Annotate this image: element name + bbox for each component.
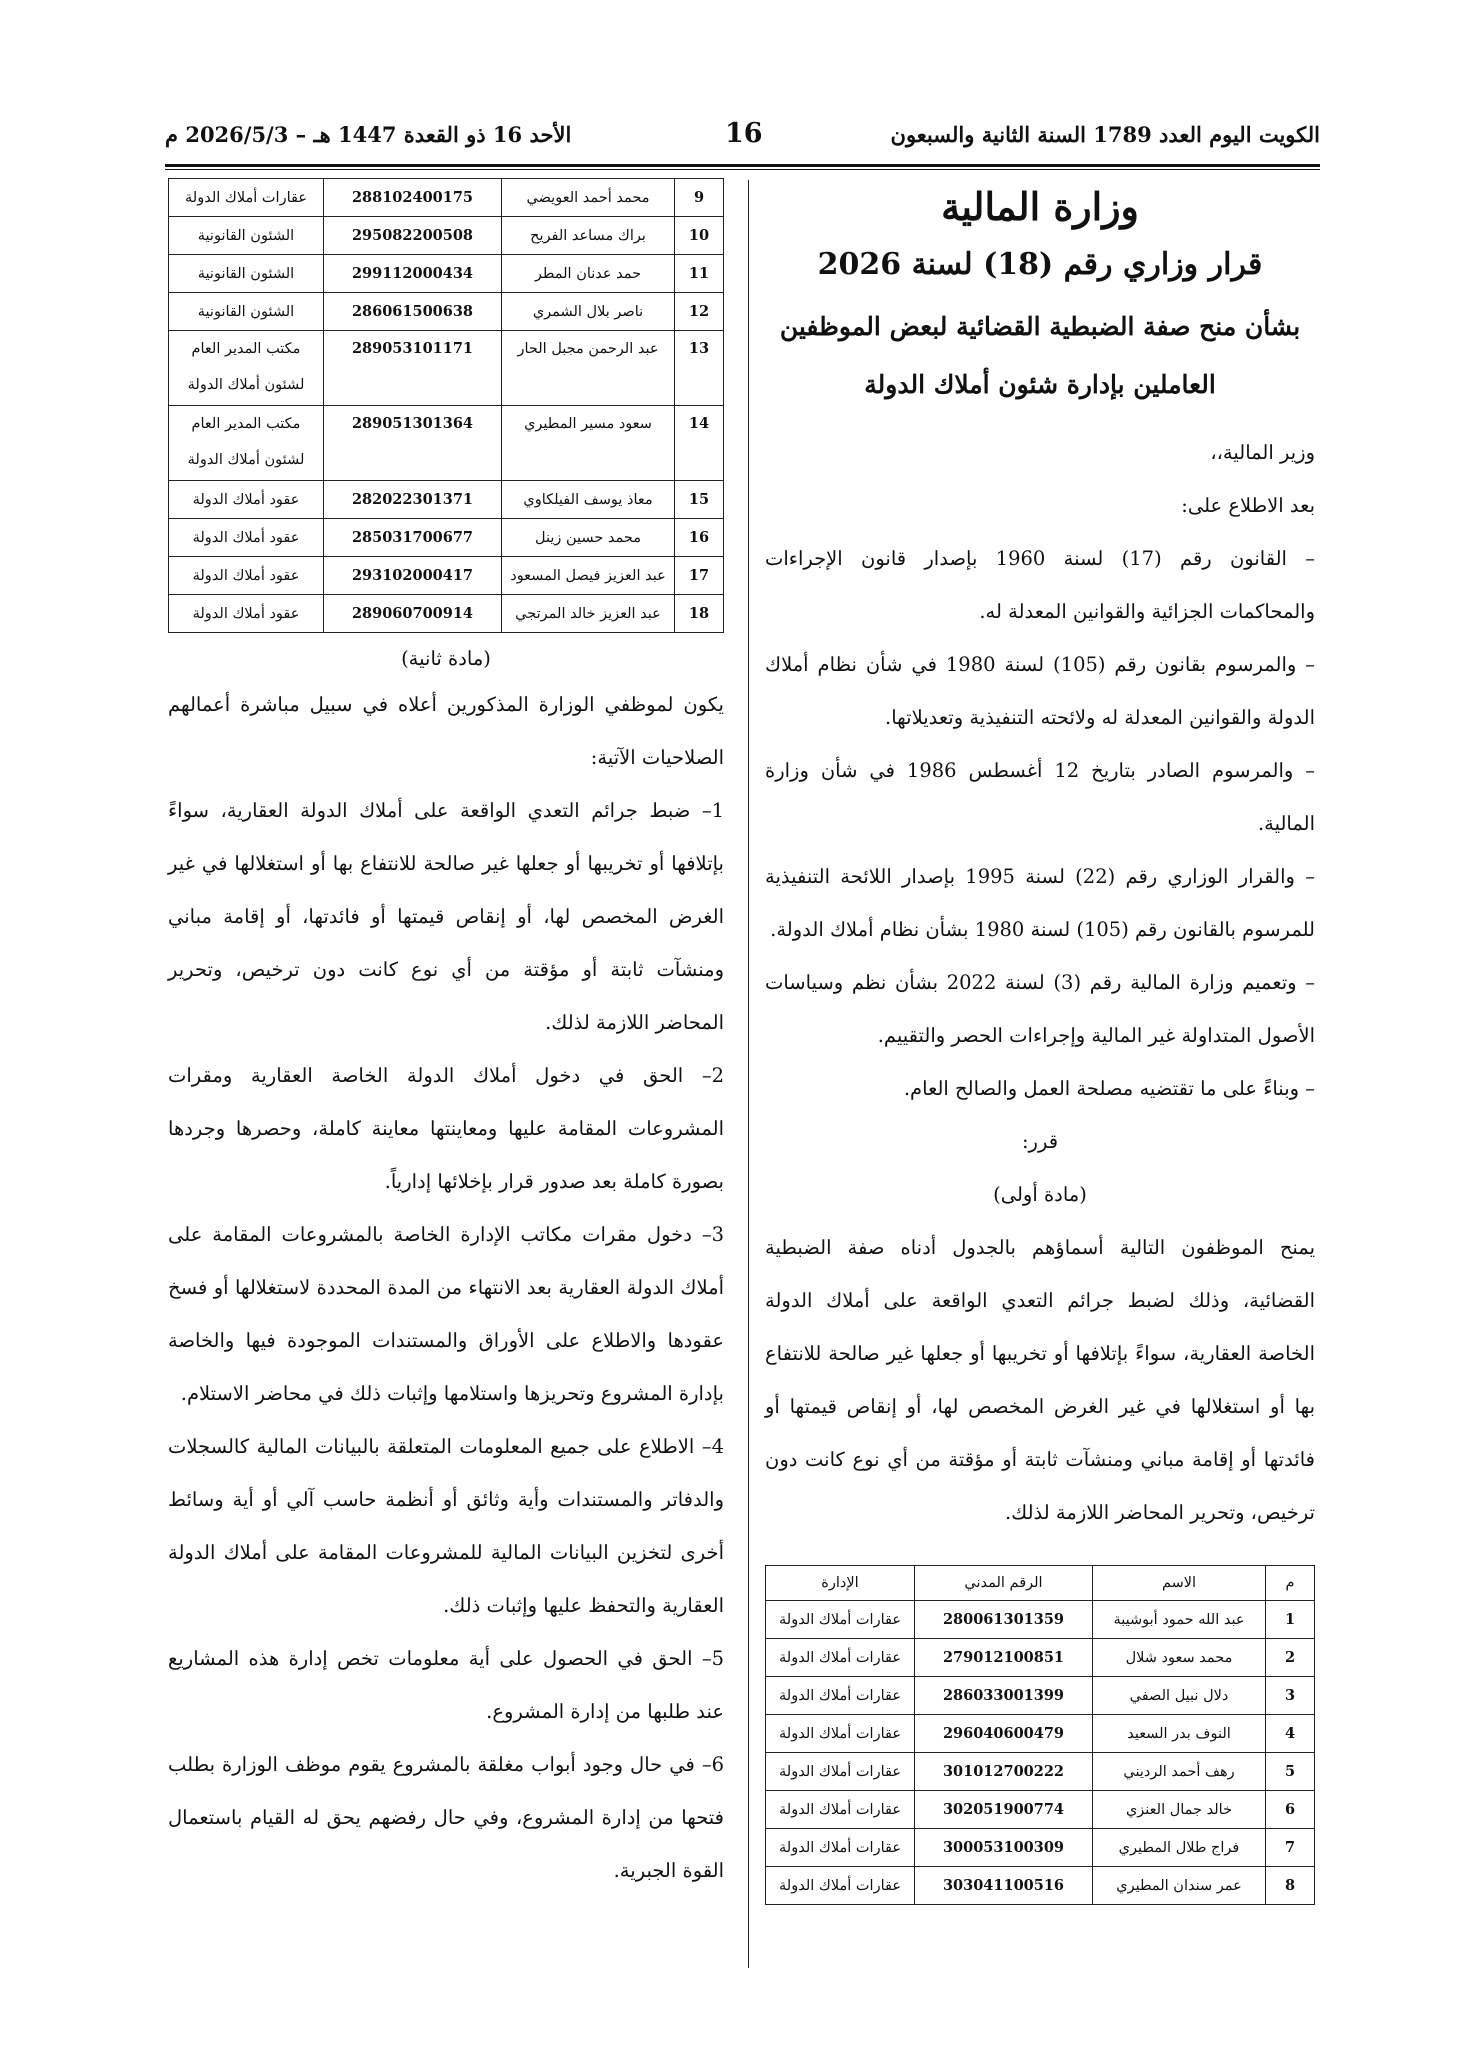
article-2-item: 1– ضبط جرائم التعدي الواقعة على أملاك الدولة العقارية، سواءً بإتلافها أو تخريبها أو جعلها غير صالحة للانتفاع بها أو استغلالها في غير الغرض المخصص لها، أو إنقاص قيمتها أو فائدتها، أو إقامة مباني ومنشآت ثابتة أو مؤقتة من أي نوع كانت دون ترخيص، وتحرير المحاضر اللازمة لذلك. (168, 799, 724, 1034)
preamble-item: – وتعميم وزارة المالية رقم (3) لسنة 2022 بشأن نظم وسياسات الأصول المتداولة غير المالية وإجراءات الحصر والتقييم. (765, 971, 1315, 1047)
civil-id: 302051900774 (915, 1791, 1093, 1829)
department: عقود أملاك الدولة (169, 519, 324, 557)
employee-name: عمر سندان المطيري (1093, 1867, 1266, 1905)
civil-id: 282022301371 (324, 481, 502, 519)
article-1-label: (مادة أولى) (993, 1183, 1087, 1206)
issue-date: الأحد 16 ذو القعدة 1447 هـ – 2026/5/3 م (165, 122, 572, 147)
civil-id: 300053100309 (915, 1829, 1093, 1867)
row-number: 18 (675, 595, 724, 633)
employee-name: عبد الرحمن مجبل الحار (502, 331, 675, 406)
employee-name: عبد الله حمود أبوشيبة (1093, 1601, 1266, 1639)
table-row (169, 557, 724, 595)
row-number: 7 (1266, 1829, 1315, 1867)
decree-subtitle-line-2: العاملين بإدارة شئون أملاك الدولة (864, 370, 1216, 399)
employee-name: معاذ يوسف الفيلكاوي (502, 481, 675, 519)
preamble-item: – والقرار الوزاري رقم (22) لسنة 1995 بإصدار اللائحة التنفيذية للمرسوم بالقانون رقم (105) لسنة 1980 بشأن نظام أملاك الدولة. (765, 865, 1315, 941)
employee-name: محمد حسين زينل (502, 519, 675, 557)
department: عقارات أملاك الدولة (766, 1715, 915, 1753)
header-number: م (1266, 1566, 1315, 1601)
row-number: 2 (1266, 1639, 1315, 1677)
row-number: 10 (675, 217, 724, 255)
header-rule (165, 164, 1320, 167)
row-number: 4 (1266, 1715, 1315, 1753)
department: الشئون القانونية (169, 255, 324, 293)
civil-id: 295082200508 (324, 217, 502, 255)
department: عقارات أملاك الدولة (766, 1867, 915, 1905)
department: عقارات أملاك الدولة (766, 1601, 915, 1639)
preamble-item: – وبناءً على ما تقتضيه مصلحة العمل والصالح العام. (903, 1077, 1315, 1100)
row-number: 13 (675, 331, 724, 406)
row-number: 1 (1266, 1601, 1315, 1639)
header-rule-thin (165, 169, 1320, 170)
table-row (169, 519, 724, 557)
civil-id: 286061500638 (324, 293, 502, 331)
civil-id: 289060700914 (324, 595, 502, 633)
civil-id: 286033001399 (915, 1677, 1093, 1715)
employee-name: خالد جمال العنزي (1093, 1791, 1266, 1829)
table-row (766, 1791, 1315, 1829)
department: الشئون القانونية (169, 217, 324, 255)
header-department: الإدارة (766, 1566, 915, 1601)
column-divider (748, 180, 749, 1968)
table-row (169, 595, 724, 633)
table-row (169, 331, 724, 406)
row-number: 17 (675, 557, 724, 595)
employee-name: محمد سعود شلال (1093, 1639, 1266, 1677)
employee-name: ناصر بلال الشمري (502, 293, 675, 331)
gazette-issue: الكويت اليوم العدد 1789 السنة الثانية والسبعون (890, 122, 1320, 147)
page-number: 16 (725, 118, 763, 149)
employee-name: حمد عدنان المطر (502, 255, 675, 293)
department: عقارات أملاك الدولة (766, 1791, 915, 1829)
decree-subtitle (765, 298, 1315, 414)
article-1-text: يمنح الموظفون التالية أسماؤهم بالجدول أدناه صفة الضبطية القضائية، وذلك لضبط جرائم التعدي الواقعة على أملاك الدولة الخاصة العقارية، سواءً بإتلافها أو تخريبها أو جعلها غير صالحة للانتفاع بها أو استغلالها في غير الغرض المخصص لها، أو إنقاص قيمتها أو فائدتها أو إقامة مباني ومنشآت ثابتة أو مؤقتة من أي نوع كانت دون ترخيص، وتحرير المحاضر اللازمة لذلك. (765, 1236, 1315, 1524)
decree-title: قرار وزاري رقم (18) لسنة 2026 (817, 247, 1263, 282)
table-row (169, 293, 724, 331)
table-row (766, 1829, 1315, 1867)
employee-name: براك مساعد الفريح (502, 217, 675, 255)
preamble-item: – القانون رقم (17) لسنة 1960 بإصدار قانون الإجراءات والمحاكمات الجزائية والقوانين المعدلة له. (765, 547, 1316, 623)
row-number: 8 (1266, 1867, 1315, 1905)
employee-name: رهف أحمد الرديني (1093, 1753, 1266, 1791)
page-header (165, 118, 1320, 158)
employees-table-part-1 (765, 1565, 1315, 1905)
table-header-row (766, 1566, 1315, 1601)
table-row (169, 481, 724, 519)
employee-name: فراج طلال المطيري (1093, 1829, 1266, 1867)
ministry-title: وزارة المالية (941, 184, 1139, 229)
table-row (169, 217, 724, 255)
row-number: 6 (1266, 1791, 1315, 1829)
table-row (169, 179, 724, 217)
row-number: 9 (675, 179, 724, 217)
department: مكتب المدير العام لشئون أملاك الدولة (169, 331, 324, 406)
table-row (766, 1753, 1315, 1791)
department: عقود أملاك الدولة (169, 595, 324, 633)
row-number: 14 (675, 406, 724, 481)
department: عقارات أملاك الدولة (169, 179, 324, 217)
employee-name: النوف بدر السعيد (1093, 1715, 1266, 1753)
table-row (766, 1867, 1315, 1905)
civil-id: 293102000417 (324, 557, 502, 595)
row-number: 3 (1266, 1677, 1315, 1715)
department: عقارات أملاك الدولة (766, 1753, 915, 1791)
employee-name: عبد العزيز فيصل المسعود (502, 557, 675, 595)
header-name: الاسم (1093, 1566, 1266, 1601)
minister-line: وزير المالية،، (1210, 441, 1315, 464)
table-row (169, 406, 724, 481)
civil-id: 299112000434 (324, 255, 502, 293)
civil-id: 303041100516 (915, 1867, 1093, 1905)
department: عقود أملاك الدولة (169, 557, 324, 595)
preamble-item: – والمرسوم بقانون رقم (105) لسنة 1980 في شأن نظام أملاك الدولة والقوانين المعدلة له ولائحته التنفيذية وتعديلاتها. (765, 653, 1316, 729)
department: عقارات أملاك الدولة (766, 1677, 915, 1715)
civil-id: 285031700677 (324, 519, 502, 557)
civil-id: 288102400175 (324, 179, 502, 217)
employee-name: سعود مسير المطيري (502, 406, 675, 481)
article-2-intro: يكون لموظفي الوزارة المذكورين أعلاه في سبيل مباشرة أعمالهم الصلاحيات الآتية: (168, 693, 724, 769)
article-2-item: 3– دخول مقرات مكاتب الإدارة الخاصة بالمشروعات المقامة على أملاك الدولة العقارية بعد الانتهاء من المدة المحددة لاستغلالها أو فسخ عقودها والاطلاع على الأوراق والمستندات الموجودة فيها والخاصة بإدارة المشروع وتحريزها واستلامها وإثبات ذلك في محاضر الاستلام. (168, 1223, 724, 1405)
article-2-item: 6– في حال وجود أبواب مغلقة بالمشروع يقوم موظف الوزارة بطلب فتحها من إدارة المشروع، وفي حال رفضهم يحق له القيام باستعمال القوة الجبرية. (168, 1753, 724, 1882)
table-row (766, 1677, 1315, 1715)
decided-label: قرر: (1021, 1130, 1059, 1153)
table-row (766, 1639, 1315, 1677)
employee-name: عبد العزيز خالد المرتجي (502, 595, 675, 633)
department: عقارات أملاك الدولة (766, 1829, 915, 1867)
civil-id: 280061301359 (915, 1601, 1093, 1639)
civil-id: 279012100851 (915, 1639, 1093, 1677)
row-number: 11 (675, 255, 724, 293)
article-2-label: (مادة ثانية) (401, 647, 491, 670)
row-number: 15 (675, 481, 724, 519)
header-civil-id: الرقم المدني (915, 1566, 1093, 1601)
row-number: 5 (1266, 1753, 1315, 1791)
civil-id: 296040600479 (915, 1715, 1093, 1753)
civil-id: 289053101171 (324, 331, 502, 406)
department: عقارات أملاك الدولة (766, 1639, 915, 1677)
employees-table-part-2 (168, 178, 724, 633)
left-column (168, 178, 724, 1897)
civil-id: 301012700222 (915, 1753, 1093, 1791)
employee-name: دلال نبيل الصفي (1093, 1677, 1266, 1715)
decree-subtitle-line-1: بشأن منح صفة الضبطية القضائية لبعض الموظفين (779, 312, 1301, 341)
row-number: 12 (675, 293, 724, 331)
employee-name: محمد أحمد العويضي (502, 179, 675, 217)
article-2-item: 5– الحق في الحصول على أية معلومات تخص إدارة هذه المشاريع عند طلبها من إدارة المشروع. (168, 1647, 724, 1723)
department: الشئون القانونية (169, 293, 324, 331)
article-2-item: 4– الاطلاع على جميع المعلومات المتعلقة بالبيانات المالية كالسجلات والدفاتر والمستندات وأية وثائق أو أنظمة حاسب آلي أو أية وسائط أخرى لتخزين البيانات المالية للمشروعات المقامة على أملاك الدولة العقارية والتحفظ عليها وإثبات ذلك. (168, 1435, 724, 1617)
department: عقود أملاك الدولة (169, 481, 324, 519)
right-column (765, 178, 1315, 1905)
table-row (766, 1601, 1315, 1639)
article-2-item: 2– الحق في دخول أملاك الدولة الخاصة العقارية ومقرات المشروعات المقامة عليها ومعاينتها معاينة كاملة، وحصرها وجردها بصورة كاملة بعد صدور قرار بإخلائها إدارياً. (168, 1064, 724, 1193)
table-row (766, 1715, 1315, 1753)
table-row (169, 255, 724, 293)
civil-id: 289051301364 (324, 406, 502, 481)
department: مكتب المدير العام لشئون أملاك الدولة (169, 406, 324, 481)
row-number: 16 (675, 519, 724, 557)
after-review: بعد الاطلاع على: (1181, 494, 1315, 517)
preamble-item: – والمرسوم الصادر بتاريخ 12 أغسطس 1986 في شأن وزارة المالية. (765, 759, 1316, 835)
